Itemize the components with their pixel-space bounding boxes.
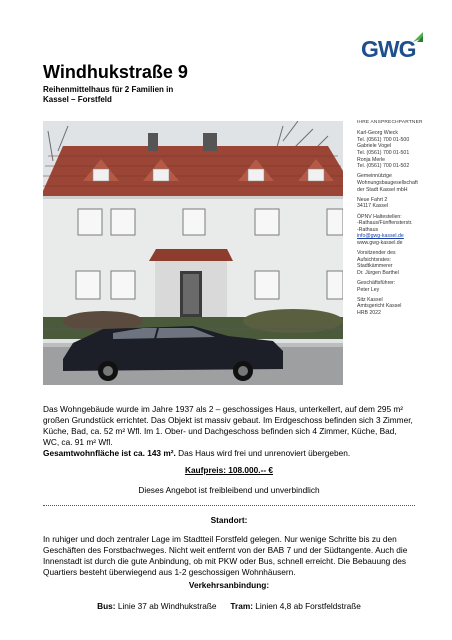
dotted-divider (43, 505, 415, 506)
transport-info (43, 601, 415, 612)
board-line: Dr. Jürgen Barthel (357, 269, 399, 276)
opnv-line: -Rathaus (357, 226, 379, 233)
org-line: Wohnungsbaugesellschaft (357, 179, 418, 186)
contact-opnv (357, 214, 437, 247)
org-line: Gemeinnützige (357, 173, 392, 180)
contact-line: Karl-Georg Wieck (357, 130, 398, 137)
address-line: Neue Fahrt 2 (357, 196, 388, 203)
opnv-line: -Rathaus/Fünffensterstr. (357, 220, 413, 227)
tram-line: Linien 4,8 ab Forstfeldstraße (252, 601, 361, 611)
contact-address (357, 197, 437, 210)
contact-heading: IHRE ANSPRECHPARTNER (357, 120, 423, 125)
transport-heading: Verkehrsanbindung: (188, 580, 270, 590)
subtitle-line: Reihenmittelhaus für 2 Familien in (43, 85, 174, 94)
contact-sidebar (357, 120, 437, 320)
contact-seat (357, 297, 437, 317)
location-text: In ruhiger und doch zentraler Lage im Stadtteil Forstfeld gelegen. Nur wenige Schritte bis zu den Geschäften des Forstbachweges. Nicht weit entfernt von der BAB 7 und der Südtangente. Auch die Innenstadt ist durch die gute Anbindung, ob mit PKW oder Bus, schnell erreicht. Die Bebauung des Quartiers besteht überwiegend aus 1-2 geschossigen Wohnhäusern. (43, 534, 408, 577)
org-line: der Stadt Kassel mbH (357, 186, 408, 193)
bus-line: Linie 37 ab Windhukstraße (115, 601, 217, 611)
opnv-line: ÖPNV Haltestellen: (357, 213, 402, 220)
location-heading: Standort: (210, 515, 248, 525)
gwg-logo (361, 30, 423, 64)
manager-line: Peter Ley (357, 286, 380, 293)
house-photo (43, 121, 343, 385)
logo-text: GWG (361, 36, 416, 62)
address-line: 34117 Kassel (357, 203, 389, 210)
tram-label: Tram: (230, 601, 253, 611)
board-line: Vorsitzender des (357, 250, 396, 257)
contact-line: Tel. (0561) 700 01-500 (357, 136, 410, 143)
purchase-price: Kaufpreis: 108.000.-- € (184, 465, 274, 475)
contact-persons (357, 130, 437, 170)
seat-line: Sitz Kassel (357, 296, 383, 303)
contact-line: Ronja Merle (357, 156, 385, 163)
logo-mark-icon (411, 30, 425, 44)
seat-line: Amtsgericht Kassel (357, 303, 402, 310)
offer-note: Dieses Angebot ist freibleibend und unverbindlich (138, 485, 320, 495)
contact-line: Tel. (0561) 700 01-501 (357, 149, 410, 156)
contact-org (357, 173, 437, 193)
contact-line: Tel. (0561) 700 01-502 (357, 163, 410, 170)
email-link[interactable]: info@gwg-kassel.de (357, 233, 404, 240)
total-area: Gesamtwohnfläche ist ca. 143 m². (43, 448, 176, 458)
board-line: Stadtkämmerer (357, 263, 393, 270)
web-link[interactable]: www.gwg-kassel.de (357, 239, 403, 246)
subtitle-line: Kassel – Forstfeld (43, 95, 112, 104)
property-description (43, 404, 415, 459)
handover-note: Das Haus wird frei und unrenoviert übergeben. (175, 448, 351, 458)
seat-line: HRB 2022 (357, 310, 381, 316)
manager-line: Geschäftsführer: (357, 280, 396, 287)
contact-manager (357, 280, 437, 293)
page-subtitle (43, 85, 243, 105)
page-title: Windhukstraße 9 (43, 62, 188, 82)
bus-label: Bus: (97, 601, 116, 611)
contact-board (357, 250, 437, 276)
description-text: Das Wohngebäude wurde im Jahre 1937 als 2 – geschossiges Haus, unterkellert, auf dem 295 m² großen Grundstück errichtet. Das Objekt ist massiv gebaut. Im Erdgeschoss befinden sich 3 Zimmer, Küche, Bad, ca. 52 m² Wfl. Im 1. Ober- und Dachgeschoss befinden sich 4 Zimmer, Küche, Bad, WC, ca. 91 m² Wfl. (43, 404, 413, 447)
board-line: Aufsichtsrates: (357, 256, 392, 263)
contact-line: Gabriele Vogel (357, 143, 392, 150)
